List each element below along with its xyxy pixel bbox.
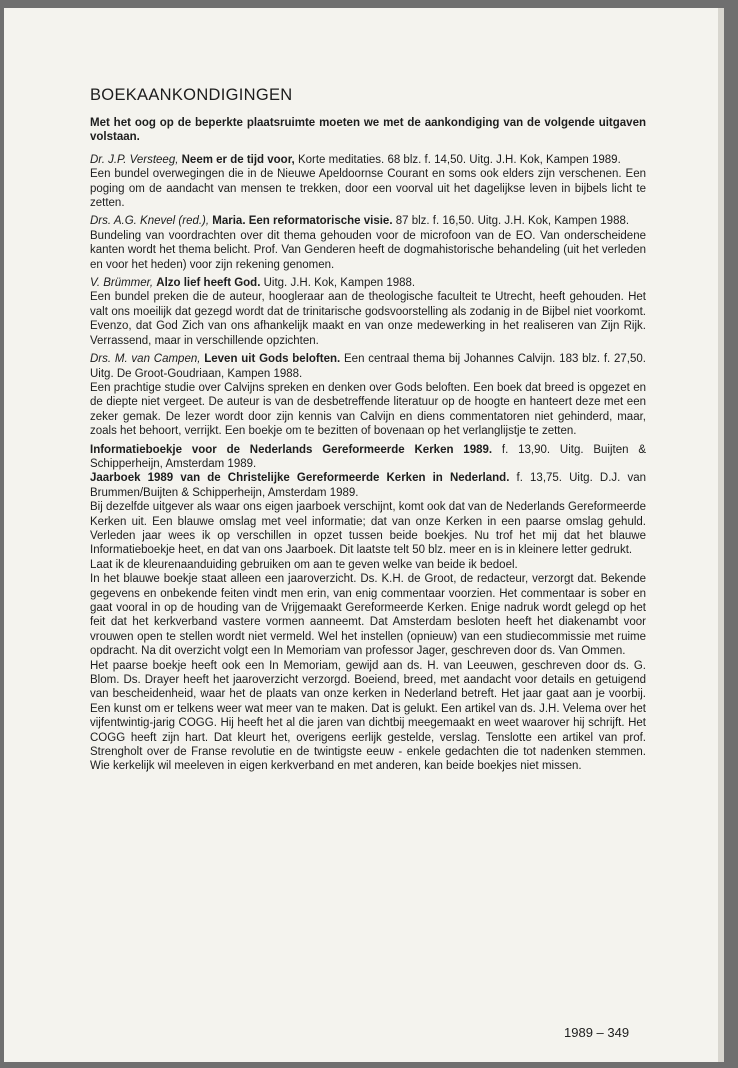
book-description: Bundeling van voordrachten over dit thema gehouden voor de microfoon van de EO. Van onderscheidene kanten wordt het thema belicht. Prof. Van Genderen heeft de dogmahistorische behandeling (uit het verleden en voor het heden) voor zijn rekening genomen. (90, 229, 646, 271)
almanac-title: Jaarboek 1989 van de Christelijke Gereformeerde Kerken in Nederland. (90, 472, 510, 485)
almanac-entry (90, 443, 646, 774)
book-details: 87 blz. f. 16,50. Uitg. J.H. Kok, Kampen 1988. (395, 215, 630, 228)
book-description: Een bundel preken die de auteur, hoogleraar aan de theologische faculteit te Utrecht, heeft gehouden. Het valt ons moeilijk dat gezegd wordt dat de trinitarische godsvoorstelling als zodanig in de Bijbel niet voorkomt. Evenzo, dat God Zich van ons afhankelijk maakt en van onze medewerking in het realiseren van Zijn Rijk. Verrassend, maar in verschillende opzichten. (90, 291, 646, 347)
almanac-details: f. 13,75. Uitg. D.J. van Brummen/Buijten & Schipperheijn, Amsterdam 1989. (90, 472, 646, 499)
book-title: Neem er de tijd voor, (181, 153, 295, 166)
book-details: Korte meditaties. 68 blz. f. 14,50. Uitg. J.H. Kok, Kampen 1989. (297, 153, 621, 166)
book-author: V. Brümmer, (90, 277, 154, 290)
book-citation (90, 276, 646, 290)
almanac-paragraph: Bij dezelfde uitgever als waar ons eigen jaarboek verschijnt, komt ook dat van de Nederlands Gereformeerde Kerken uit. Een blauwe omslag met veel informatie; dat van onze Kerken in een paarse omslag gehuld. Verleden jaar wees ik op verschillen in opzet tussen beide boekjes. Nu trof het mij dat het blauwe Informatieboekje heet, en dat van ons Jaarboek. Dit laatste telt 50 blz. meer en is in kleinere letter gedrukt. (90, 501, 646, 557)
book-entry (90, 276, 646, 348)
book-entry (90, 153, 646, 211)
book-title: Leven uit Gods beloften. (204, 353, 341, 366)
book-author: Drs. A.G. Knevel (red.), (90, 215, 210, 228)
almanac-details: f. 13,90. Uitg. Buijten & Schipperheijn, Amsterdam 1989. (90, 443, 646, 470)
intro-paragraph: Met het oog op de beperkte plaatsruimte moeten we met de aankondiging van de volgende uitgaven volstaan. (90, 117, 646, 144)
page-content (90, 116, 646, 778)
book-citation (90, 153, 646, 167)
book-title: Maria. Een reformatorische visie. (212, 215, 393, 228)
almanac-citation (90, 443, 646, 472)
book-description: Een prachtige studie over Calvijns spreken en denken over Gods beloften. Een boek dat breed is opgezet en de diepte niet vergeet. De auteur is van de desbetreffende literatuur op de hoogte en hanteert deze met een zeker gemak. De lezer wordt door zijn kennis van Calvijn en diens commentatoren niet gehinderd, maar, zoals het behoort, verrijkt. Een boekje om te bezitten of bovenaan op het verlanglijstje te zetten. (90, 381, 646, 438)
book-entry (90, 352, 646, 438)
book-details: Uitg. J.H. Kok, Kampen 1988. (263, 277, 416, 290)
book-details: Een centraal thema bij Johannes Calvijn. 183 blz. f. 27,50. Uitg. De Groot-Goudriaan, Kampen 1988. (90, 353, 646, 380)
book-title: Alzo lief heeft God. (156, 277, 261, 290)
almanac-paragraph: Laat ik de kleurenaanduiding gebruiken om aan te geven welke van beide ik bedoel. (90, 558, 518, 571)
page-number: 1989 – 349 (564, 1025, 630, 1040)
book-citation (90, 214, 646, 228)
book-author: Drs. M. van Campen, (90, 353, 201, 366)
almanac-citation (90, 471, 646, 500)
section-heading: BOEKAANKONDIGINGEN (90, 86, 293, 104)
book-entry (90, 214, 646, 272)
almanac-paragraph: Het paarse boekje heeft ook een In Memoriam, gewijd aan ds. H. van Leeuwen, geschreven door ds. G. Blom. Ds. Drayer heeft het jaaroverzicht verzorgd. Boeiend, breed, met aandacht voor details en getuigend van bescheidenheid, waar het de plaats van onze kerken in Nederland betreft. Het jaar gaat aan je voorbij. Een kunst om er telkens weer wat meer van te maken. Dat is gelukt. Een artikel van ds. J.H. Velema over het vijfentwintig-jarig COGG. Hij heeft het al die jaren van dichtbij meegemaakt en weet waarover hij schrijft. Het COGG heeft zijn hart. Dat kleurt het, overigens eerlijk gestelde, verslag. Tenslotte een artikel van prof. Strengholt over de Franse revolutie en de twintigste eeuw - enkele gedachten die tot nadenken stemmen. Wie kerkelijk wil meeleven in eigen kerkverband en met anderen, kan beide boekjes niet missen. (90, 659, 646, 773)
almanac-paragraph: In het blauwe boekje staat alleen een jaaroverzicht. Ds. K.H. de Groot, de redacteur, verzorgt dat. Bekende gegevens en onbekende feiten vindt men erin, van enig commentaar voorzien. Het commentaar is sober en gaat vooral in op de houding van de Vrijgemaakt Gereformeerde Kerken. Enige nadruk wordt gelegd op het feit dat het kerkverband vastere vormen aanneemt. Dat Amsterdam besloten heeft het diakenambt voor vrouwen open te stellen wordt niet vermeld. Wel het instellen (opnieuw) van een studiecommissie met ruime opdracht. Na dit overzicht volgt een In Memoriam van professor Jager, geschreven door ds. Van Ommen. (90, 573, 646, 658)
book-author: Dr. J.P. Versteeg, (90, 153, 179, 166)
almanac-title: Informatieboekje voor de Nederlands Gereformeerde Kerken 1989. (90, 443, 493, 456)
book-description: Een bundel overwegingen die in de Nieuwe Apeldoornse Courant en soms ook elders zijn verschenen. Een poging om de aandacht van mensen te trekken, door een voorval uit het dagelijkse leven in bijbels licht te zetten. (90, 168, 646, 210)
document-page (4, 8, 724, 1062)
book-citation (90, 352, 646, 381)
